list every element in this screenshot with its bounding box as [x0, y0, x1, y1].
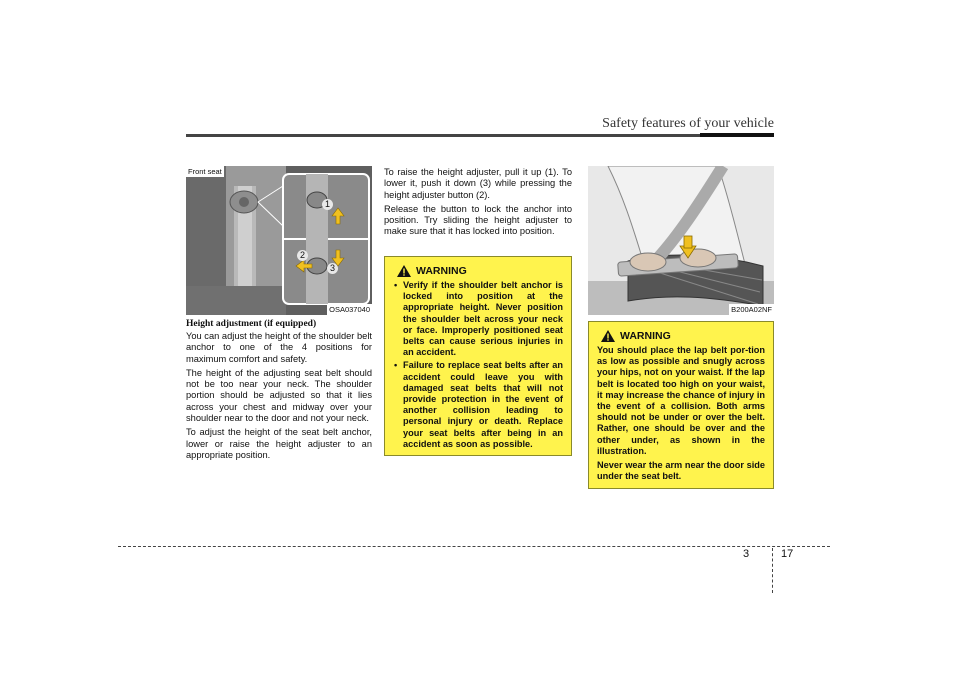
page-divider — [772, 548, 773, 593]
paragraph: The height of the adjusting seat belt should not be too near your neck. The shoulder portion should be adjusted so that it lies across your chest and midway over your shoulder near to the door and not your neck. — [186, 367, 372, 424]
warning-list — [393, 280, 563, 450]
middle-column — [384, 167, 572, 241]
warning-paragraph: Never wear the arm near the door side under the seat belt. — [597, 460, 765, 482]
warning-header — [597, 330, 765, 342]
warning-triangle-icon — [397, 265, 411, 277]
paragraph: You can adjust the height of the shoulder belt anchor to one of the 4 positions for maximum comfort and safety. — [186, 331, 372, 364]
figure-code: B200A02NF — [731, 305, 772, 314]
warning-box-anchor — [384, 256, 572, 456]
figure-lap-belt-illustration — [588, 166, 774, 315]
footer-rule — [118, 546, 830, 547]
chapter-number: 3 — [743, 548, 750, 560]
callout-3: 3 — [327, 263, 338, 274]
figure-label: Front seat — [188, 167, 222, 176]
left-column — [186, 319, 372, 464]
paragraph: To raise the height adjuster, pull it up (1). To lower it, push it down (3) while pressing the height adjuster button (2). — [384, 167, 572, 200]
warning-title: WARNING — [620, 330, 671, 342]
section-heading: Height adjustment (if equipped) — [186, 319, 317, 329]
figure-shoulder-anchor-illustration — [186, 166, 372, 315]
callout-2: 2 — [297, 250, 308, 261]
header-rule-accent — [700, 133, 774, 137]
warning-item: • Failure to replace seat belts after an accident could leave you with damaged seat belts that will not provide protection in the event of another collision leading to personal injury or death. Replace your seat belts after being in an accident as soon as possible. — [403, 360, 563, 450]
warning-item: • Verify if the shoulder belt anchor is locked into position at the appropriate height. Never position the shoulder belt across your neck or face. Improperly positioned seat belts can cause serious injuries in an accident. — [403, 280, 563, 358]
figure-lap-belt — [588, 166, 774, 315]
page-number: 17 — [781, 548, 794, 560]
figure-shoulder-anchor — [186, 166, 372, 315]
paragraph: Release the button to lock the anchor into position. Try sliding the height adjuster to make sure that it has locked into position. — [384, 203, 572, 237]
warning-header — [393, 265, 563, 277]
warning-triangle-icon — [601, 330, 615, 342]
callout-1: 1 — [322, 199, 333, 210]
figure-code: OSA037040 — [329, 305, 370, 314]
paragraph: To adjust the height of the seat belt anchor, lower or raise the height adjuster to an appropriate position. — [186, 427, 372, 460]
header-rule — [186, 134, 774, 137]
warning-paragraph: You should place the lap belt por-tion as low as possible and snugly across your hips, not on your waist. If the lap belt is located too high on your waist, it may increase the chance of injury in the event of a collision. Both arms should not be under or over the belt. Rather, one should be over and the other under, as shown in the illustration. — [597, 345, 765, 456]
warning-box-lap-belt — [588, 321, 774, 489]
warning-title: WARNING — [416, 265, 467, 277]
section-title: Safety features of your vehicle — [602, 116, 774, 131]
